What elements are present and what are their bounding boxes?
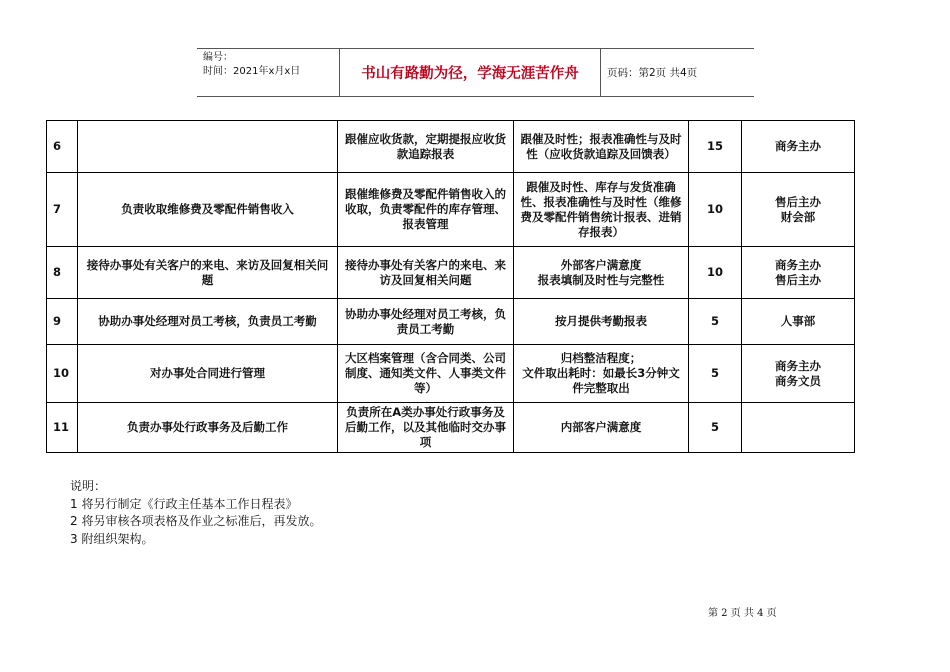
standard-cell: 外部客户满意度 报表填制及时性与完整性 xyxy=(514,247,689,299)
standard-cell: 跟催及时性；报表准确性与及时性（应收货款追踪及回馈表） xyxy=(514,121,689,173)
table-row xyxy=(47,173,855,247)
content-cell: 跟催维修费及零配件销售收入的收取，负责零配件的库存管理、报表管理 xyxy=(338,173,514,247)
table-row xyxy=(47,403,855,453)
weight-cell: 5 xyxy=(689,345,742,403)
row-number: 10 xyxy=(47,345,78,403)
table-row xyxy=(47,345,855,403)
table-row xyxy=(47,121,855,173)
standard-cell: 跟催及时性、库存与发货准确性、报表准确性与及时性（维修费及零配件销售统计报表、进销存报表） xyxy=(514,173,689,247)
table-row xyxy=(47,299,855,345)
duty-cell: 对办事处合同进行管理 xyxy=(78,345,338,403)
header-info xyxy=(197,49,340,96)
duty-table xyxy=(46,120,855,453)
duty-cell: 负责办事处行政事务及后勤工作 xyxy=(78,403,338,453)
doc-number: 编号： xyxy=(203,52,233,63)
notes xyxy=(70,478,321,548)
row-number: 8 xyxy=(47,247,78,299)
note-item: 2 将另审核各项表格及作业之标准后，再发放。 xyxy=(70,514,322,528)
page-footer: 第 2 页 共 4 页 xyxy=(708,608,777,619)
header-motto: 书山有路勤为径，学海无涯苦作舟 xyxy=(340,49,601,96)
dept-cell: 商务主办 商务文员 xyxy=(742,345,855,403)
weight-cell: 5 xyxy=(689,299,742,345)
dept-cell: 商务主办 售后主办 xyxy=(742,247,855,299)
weight-cell: 5 xyxy=(689,403,742,453)
content-cell: 协助办事处经理对员工考核，负责员工考勤 xyxy=(338,299,514,345)
duty-cell: 协助办事处经理对员工考核，负责员工考勤 xyxy=(78,299,338,345)
content-cell: 跟催应收货款，定期提报应收货款追踪报表 xyxy=(338,121,514,173)
content-cell: 负责所在A类办事处行政事务及后勤工作，以及其他临时交办事项 xyxy=(338,403,514,453)
weight-cell: 15 xyxy=(689,121,742,173)
standard-cell: 归档整洁程度； 文件取出耗时：如最长3分钟文件完整取出 xyxy=(514,345,689,403)
dept-cell: 人事部 xyxy=(742,299,855,345)
content-cell: 大区档案管理（含合同类、公司制度、通知类文件、人事类文件等） xyxy=(338,345,514,403)
row-number: 9 xyxy=(47,299,78,345)
content-cell: 接待办事处有关客户的来电、来访及回复相关问题 xyxy=(338,247,514,299)
notes-title: 说明： xyxy=(70,479,107,493)
dept-cell: 售后主办 财会部 xyxy=(742,173,855,247)
row-number: 6 xyxy=(47,121,78,173)
dept-cell: 商务主办 xyxy=(742,121,855,173)
table-row xyxy=(47,247,855,299)
header-page-label: 页码：第2页 共4页 xyxy=(607,67,698,79)
row-number: 7 xyxy=(47,173,78,247)
dept-cell xyxy=(742,403,855,453)
note-item: 1 将另行制定《行政主任基本工作日程表》 xyxy=(70,496,298,511)
weight-cell: 10 xyxy=(689,247,742,299)
row-number: 11 xyxy=(47,403,78,453)
standard-cell: 内部客户满意度 xyxy=(514,403,689,453)
duty-cell: 负责收取维修费及零配件销售收入 xyxy=(78,173,338,247)
weight-cell: 10 xyxy=(689,173,742,247)
duty-cell: 接待办事处有关客户的来电、来访及回复相关问题 xyxy=(78,247,338,299)
standard-cell: 按月提供考勤报表 xyxy=(514,299,689,345)
duty-cell xyxy=(78,121,338,173)
page-header xyxy=(197,48,754,97)
note-item: 3 附组织架构。 xyxy=(70,531,154,546)
doc-time: 时间：2021年x月x日 xyxy=(203,66,301,77)
